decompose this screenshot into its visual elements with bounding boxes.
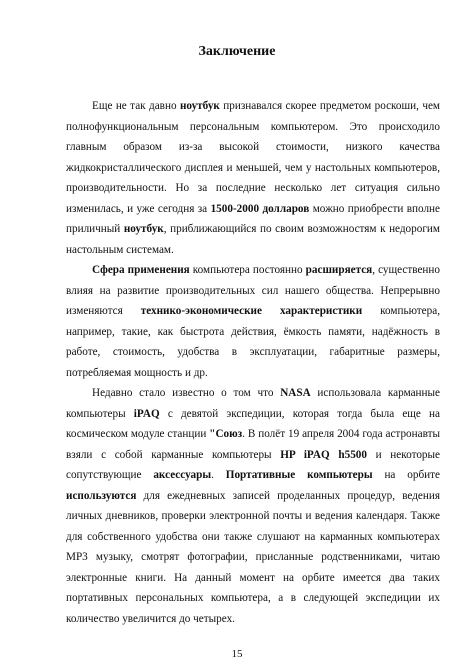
document-body: [66, 96, 440, 629]
text-run: и некоторые сопутствующие: [66, 448, 440, 481]
paragraph: [66, 96, 440, 260]
text-run: с девятой экспедиции, которая тогда была еще на космическом модуле станции: [66, 407, 441, 440]
text-run: использовала карманные компьютеры: [66, 387, 440, 420]
bold-text: Портативные компьютеры: [225, 469, 373, 481]
text-run: компьютера постоянно: [189, 264, 306, 276]
page-title: Заключение: [198, 44, 276, 59]
bold-text: технико-экономические характеристики: [140, 305, 363, 317]
text-run: можно приобрести вполне приличный: [66, 202, 440, 235]
bold-text: ноутбук: [179, 100, 220, 112]
bold-text: 1500-2000 долларов: [210, 202, 310, 215]
text-run: , приближающийся по своим возможностям к недорогим настольным системам.: [66, 223, 440, 256]
bold-text: аксессуары: [153, 469, 212, 481]
text-run: .: [211, 469, 226, 481]
text-run: Еще не так давно: [92, 100, 180, 112]
bold-text: iPAQ: [133, 407, 160, 420]
page-number: 15: [231, 648, 243, 660]
bold-text: Сфера применения: [92, 264, 190, 276]
text-run: признавался скорее предметом роскоши, чем полнофункциональным персональным компьютером. Это происходило главным образом из-за высокой стоимости, низкого качества жидкокристаллического дисплея и меньшей, чем у настольных компьютеров, производительности. Но за последние несколько лет ситуация сильно изменилась, и уже сегодня за: [66, 100, 440, 215]
text-run: Недавно стало известно о том что: [92, 387, 281, 399]
bold-text: используются: [66, 489, 137, 502]
paragraph: [66, 383, 440, 629]
text-run: . В полёт 19 апреля 2004 года астронавты взяли с собой карманные компьютеры: [66, 428, 440, 461]
text-run: для ежедневных записей проделанных процедур, ведения личных дневников, проверки электронной почты и ведения календаря. Также для собственного удобства они также слушают на карманных компьютерах МР3 музыку, смотрят фотографии, присланные родственниками, читаю электронные книги. На данный момент на орбите имеется два таких портативных персональных компьютера, а в следующей экспедиции их количество увеличится до четырех.: [66, 489, 440, 625]
bold-text: "Союз: [209, 428, 243, 440]
text-run: на орбите: [372, 469, 440, 481]
bold-text: NASA: [280, 387, 311, 399]
text-run: компьютера, например, такие, как быстрота действия, ёмкость памяти, надёжность в работе, стоимость, удобства в эксплуатации, габаритные размеры, потребляемая мощность и др.: [66, 305, 440, 379]
bold-text: расширяется: [305, 264, 373, 276]
bold-text: ноутбук: [123, 223, 164, 235]
bold-text: HP iPAQ h5500: [280, 448, 367, 461]
paragraph: [66, 260, 440, 383]
text-run: , существенно влияя на развитие производительных сил нашего общества. Непрерывно изменяются: [66, 264, 440, 317]
